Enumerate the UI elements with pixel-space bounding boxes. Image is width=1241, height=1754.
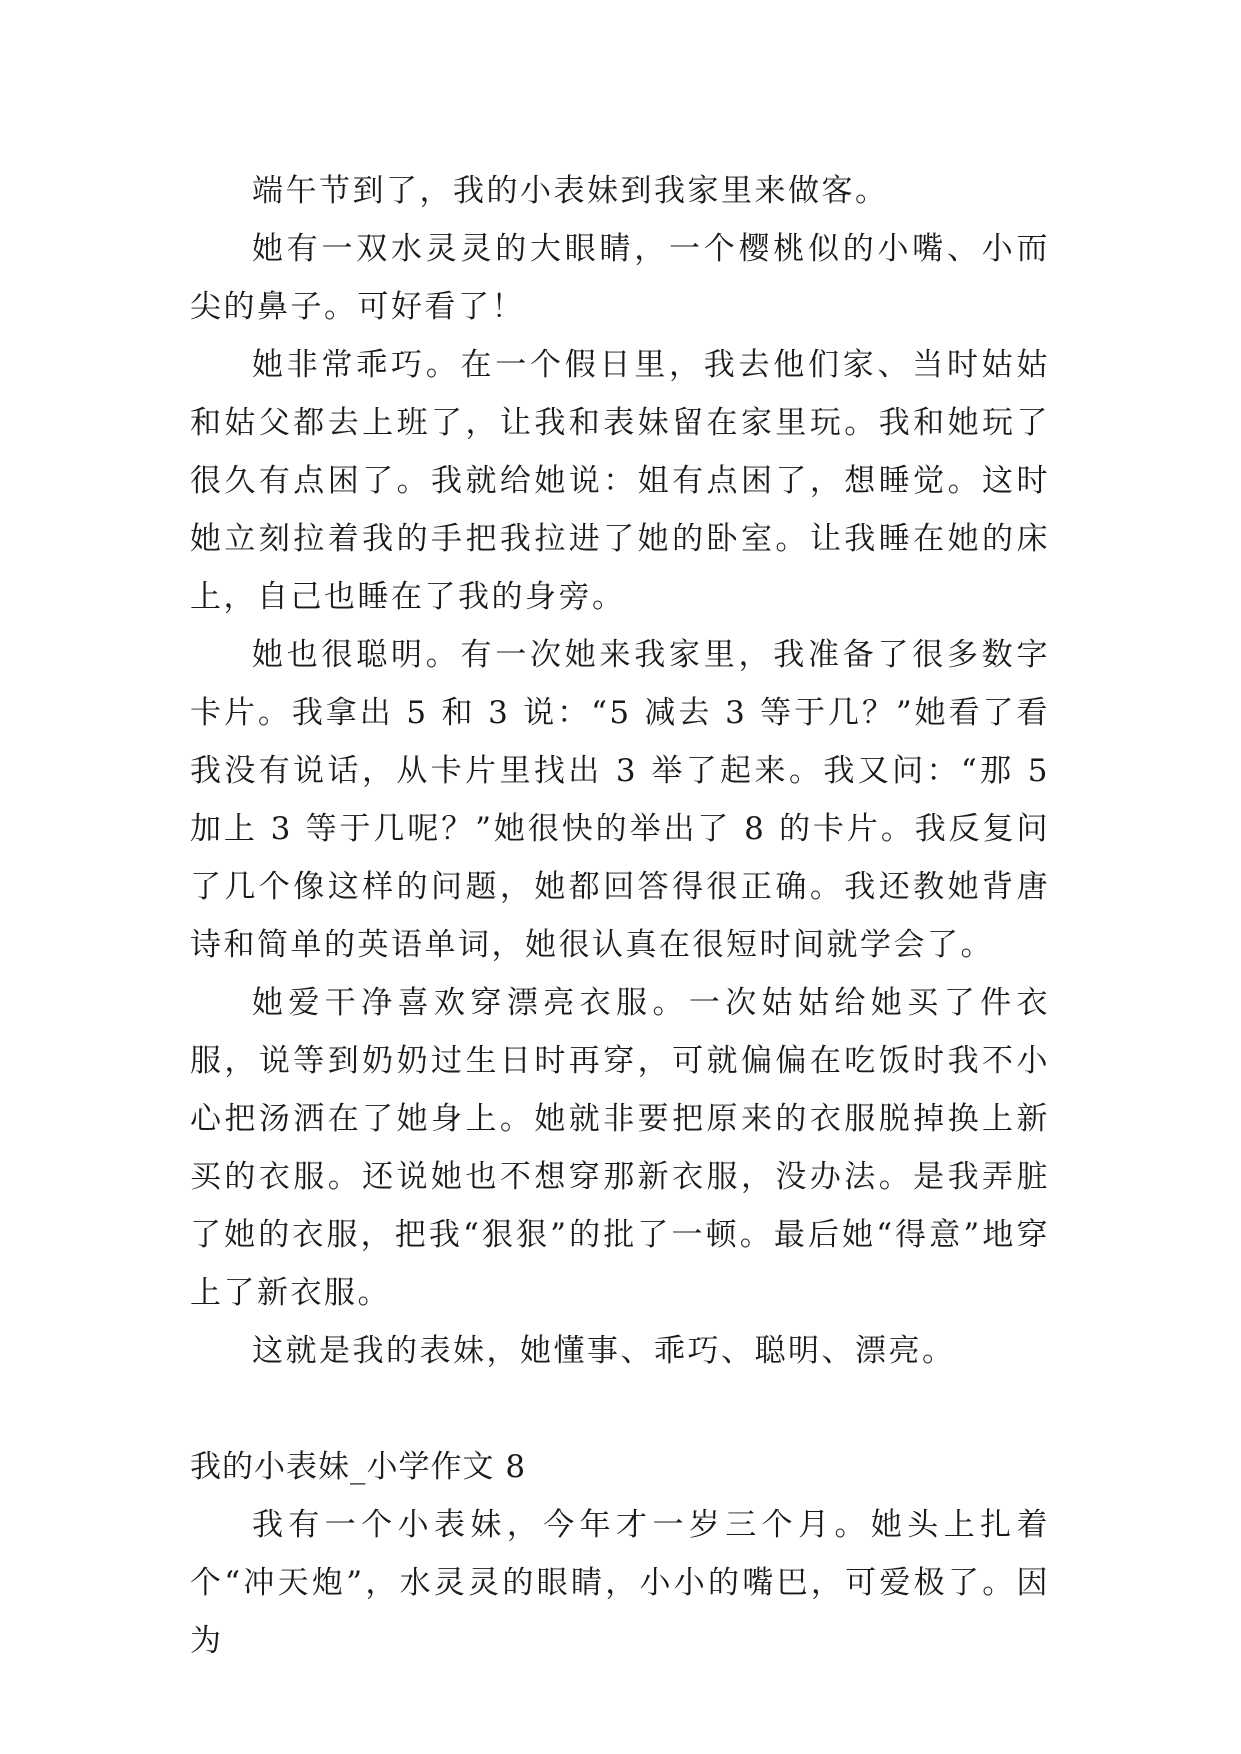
- paragraph-5: 她爱干净喜欢穿漂亮衣服。一次姑姑给她买了件衣服，说等到奶奶过生日时再穿，可就偏偏在吃饭时我不小心把汤洒在了她身上。她就非要把原来的衣服脱掉换上新买的衣服。还说她也不想穿那新衣服，没办法。是我弄脏了她的衣服，把我“狠狠”的批了一顿。最后她“得意”地穿上了新衣服。: [190, 985, 1050, 1311]
- paragraph-6: 这就是我的表妹，她懂事、乖巧、聪明、漂亮。: [252, 1333, 956, 1369]
- paragraph-7: 我有一个小表妹，今年才一岁三个月。她头上扎着个“冲天炮”，水灵灵的眼睛，小小的嘴巴，可爱极了。因为: [190, 1507, 1050, 1659]
- essay-heading: 我的小表妹_小学作文 8: [190, 1449, 527, 1485]
- paragraph-1: 端午节到了，我的小表妹到我家里来做客。: [252, 173, 889, 209]
- paragraph-2: 她有一双水灵灵的大眼睛，一个樱桃似的小嘴、小而尖的鼻子。可好看了！: [190, 231, 1050, 325]
- document-body: [190, 162, 1050, 1670]
- paragraph-4: 她也很聪明。有一次她来我家里，我准备了很多数字卡片。我拿出 5 和 3 说：“5 减去 3 等于几？”她看了看我没有说话，从卡片里找出 3 举了起来。我又问：“那 5 加上 3 等于几呢？”她很快的举出了 8 的卡片。我反复问了几个像这样的问题，她都回答得很正确。我还教她背唐诗和简单的英语单词，她很认真在很短时间就学会了。: [190, 637, 1050, 963]
- paragraph-3: 她非常乖巧。在一个假日里，我去他们家、当时姑姑和姑父都去上班了，让我和表妹留在家里玩。我和她玩了很久有点困了。我就给她说：姐有点困了，想睡觉。这时她立刻拉着我的手把我拉进了她的卧室。让我睡在她的床上，自己也睡在了我的身旁。: [190, 347, 1050, 615]
